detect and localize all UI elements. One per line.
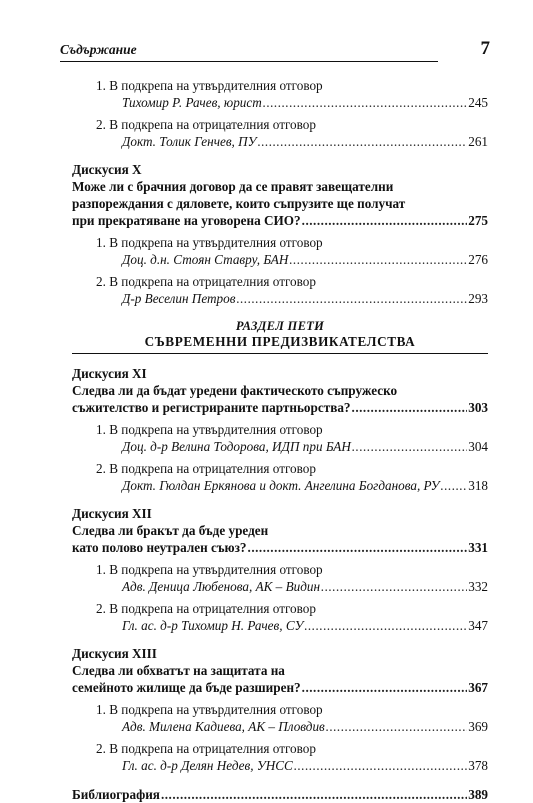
dot-leader	[302, 679, 468, 696]
subentry-author	[96, 617, 488, 634]
subentry-label: 1. В подкрепа на утвърдителния отговор	[96, 562, 323, 577]
subentry-label: 1. В подкрепа на утвърдителния отговор	[96, 235, 323, 250]
bibliography-line-text: Библиография	[72, 787, 160, 802]
subentry-author-text: Адв. Милена Кадиева, АК – Пловдив	[122, 719, 325, 734]
discussion-title-last-line-text: семейното жилище да бъде разширен?	[72, 680, 301, 695]
subentry-author-text: Гл. ас. д-р Делян Недев, УНСС	[122, 758, 293, 773]
subentry-author	[96, 251, 488, 268]
page-number: 261	[468, 134, 488, 149]
subentry-author	[96, 718, 488, 735]
discussion-title-line: Следва ли бракът да бъде уреден	[72, 523, 269, 538]
dot-leader	[294, 757, 467, 774]
toc-subentry	[72, 116, 488, 150]
header-page-number: 7	[480, 38, 490, 59]
subentry-author	[96, 133, 488, 150]
toc-subentry	[72, 701, 488, 735]
discussion-title-last-line	[72, 679, 488, 696]
discussion-heading: Дискусия X	[72, 162, 142, 177]
page-number: 276	[468, 252, 488, 267]
discussion-title-last-line	[72, 399, 488, 416]
toc-section-heading	[72, 319, 488, 350]
discussion-title-last-line	[72, 539, 488, 556]
page-number: 303	[468, 400, 488, 415]
subentry-label: 2. В подкрепа на отрицателния отговор	[96, 461, 316, 476]
subentry-label: 2. В подкрепа на отрицателния отговор	[96, 117, 316, 132]
discussion-heading: Дискусия XIII	[72, 646, 157, 661]
dot-leader	[258, 133, 468, 150]
discussion-title-line: Следва ли обхватът на защитата на	[72, 663, 285, 678]
toc-discussion	[72, 505, 488, 556]
dot-leader	[248, 539, 468, 556]
page-number: 331	[468, 540, 488, 555]
page-number: 275	[468, 213, 488, 228]
header-title: Съдържание	[60, 42, 137, 57]
page-number: 332	[468, 579, 488, 594]
page-number: 369	[468, 719, 488, 734]
subentry-author-text: Адв. Деница Любенова, АК – Видин	[122, 579, 321, 594]
subentry-author-text: Д-р Веселин Петров	[122, 291, 236, 306]
section-label: РАЗДЕЛ ПЕТИ	[235, 319, 325, 333]
subentry-label: 1. В подкрепа на утвърдителния отговор	[96, 78, 323, 93]
toc-discussion	[72, 365, 488, 416]
subentry-author-text: Докт. Толик Генчев, ПУ	[122, 134, 257, 149]
discussion-title-line: Може ли с брачния договор да се правят завещателни	[72, 179, 394, 194]
subentry-label: 1. В подкрепа на утвърдителния отговор	[96, 702, 323, 717]
subentry-author	[96, 477, 488, 494]
dot-leader	[352, 438, 467, 455]
toc-subentry	[72, 421, 488, 455]
page-number: 318	[468, 478, 488, 493]
dot-leader	[326, 718, 467, 735]
subentry-author-text: Доц. д.н. Стоян Ставру, БАН	[122, 252, 289, 267]
toc-subentry	[72, 740, 488, 774]
bibliography-line	[72, 786, 488, 803]
discussion-title-last-line-text: при прекратяване на уговорена СИО?	[72, 213, 301, 228]
toc-subentry	[72, 234, 488, 268]
toc-subentry	[72, 561, 488, 595]
dot-leader	[441, 477, 468, 494]
page-number: 367	[468, 680, 488, 695]
toc-discussion	[72, 161, 488, 229]
subentry-author-text: Докт. Гюлдан Еркянова и докт. Ангелина Богданова, РУ	[122, 478, 440, 493]
dot-leader	[302, 212, 468, 229]
page-number: 389	[468, 787, 488, 802]
page-number: 304	[468, 439, 488, 454]
dot-leader	[321, 578, 467, 595]
discussion-title-last-line-text: като полово неутрален съюз?	[72, 540, 247, 555]
subentry-author	[96, 438, 488, 455]
subentry-author-text: Гл. ас. д-р Тихомир Н. Рачев, СУ	[122, 618, 304, 633]
page-number: 347	[468, 618, 488, 633]
section-title: СЪВРЕМЕННИ ПРЕДИЗВИКАТЕЛСТВА	[144, 334, 416, 349]
subentry-author	[96, 578, 488, 595]
toc-subentry	[72, 77, 488, 111]
discussion-heading: Дискусия XI	[72, 366, 147, 381]
dot-leader	[263, 94, 467, 111]
running-header	[60, 40, 490, 66]
discussion-title-last-line	[72, 212, 488, 229]
header-rule	[60, 61, 438, 62]
subentry-label: 2. В подкрепа на отрицателния отговор	[96, 741, 316, 756]
dot-leader	[352, 399, 468, 416]
toc-bibliography	[72, 786, 488, 803]
subentry-author	[96, 757, 488, 774]
page-number: 245	[468, 95, 488, 110]
toc-subentry	[72, 600, 488, 634]
page-number: 293	[468, 291, 488, 306]
subentry-author	[96, 94, 488, 111]
subentry-author-text: Тихомир Р. Рачев, юрист	[122, 95, 262, 110]
page-number: 378	[468, 758, 488, 773]
toc-discussion	[72, 645, 488, 696]
dot-leader	[304, 617, 467, 634]
dot-leader	[161, 786, 467, 803]
subentry-label: 2. В подкрепа на отрицателния отговор	[96, 274, 316, 289]
discussion-title-last-line-text: съжителство и регистрираните партньорства?	[72, 400, 351, 415]
table-of-contents	[72, 72, 488, 803]
dot-leader	[236, 290, 467, 307]
discussion-title-line: разпореждания с дяловете, които съпрузите ще получат	[72, 196, 406, 211]
subentry-label: 1. В подкрепа на утвърдителния отговор	[96, 422, 323, 437]
subentry-author-text: Доц. д-р Велина Тодорова, ИДП при БАН	[122, 439, 351, 454]
subentry-label: 2. В подкрепа на отрицателния отговор	[96, 601, 316, 616]
discussion-title-line: Следва ли да бъдат уредени фактическото съпружеско	[72, 383, 398, 398]
discussion-heading: Дискусия XII	[72, 506, 152, 521]
toc-subentry	[72, 460, 488, 494]
dot-leader	[289, 251, 467, 268]
toc-subentry	[72, 273, 488, 307]
section-rule	[72, 353, 488, 354]
subentry-author	[96, 290, 488, 307]
